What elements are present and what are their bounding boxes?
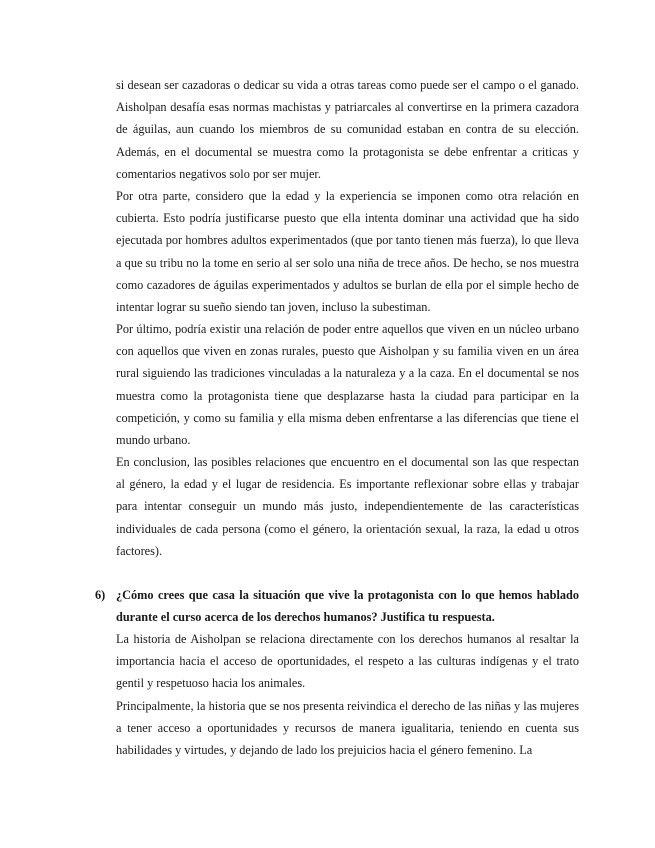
- paragraph-urban-rural: Por último, podría existir una relación de poder entre aquellos que viven en un núcleo urbano con aquellos que viven en zonas rurales, puesto que Aisholpan y su familia viven en un área rural siguiendo las tradiciones vinculadas a la naturaleza y a la caza. En el documental se nos muestra como la protagonista tiene que desplazarse hasta la ciudad para participar en la competición, y como su familia y ella misma deben enfrentarse a las diferencias que tiene el mundo urbano.: [116, 322, 579, 448]
- paragraph-gender-norms: si desean ser cazadoras o dedicar su vida a otras tareas como puede ser el campo o el ganado. Aisholpan desafía esas normas machistas y patriarcales al convertirse en la primera cazadora de águilas, aun cuando los miembros de su comunidad estaban en contra de su elección. Además, en el documental se muestra como la protagonista se debe enfrentar a criticas y comentarios negativos solo por ser mujer.: [116, 78, 579, 181]
- question-number: 6): [95, 588, 106, 602]
- question-heading: ¿Cómo crees que casa la situación que vive la protagonista con lo que hemos hablado durante el curso acerca de los derechos humanos? Justifica tu respuesta.: [116, 588, 579, 625]
- answer-paragraph-rights: Principalmente, la historia que se nos presenta reivindica el derecho de las niñas y las mujeres a tener acceso a oportunidades y recursos de manera igualitaria, teniendo en cuenta sus habilidades y virtudes, y dejando de lado los prejuicios hacia el género femenino. La: [116, 699, 579, 758]
- paragraph-conclusion: En conclusion, las posibles relaciones que encuentro en el documental son las que respectan al género, la edad y el lugar de residencia. Es importante reflexionar sobre ellas y trabajar para intentar conseguir un mundo más justo, independientemente de las características individuales de cada persona (como el género, la orientación sexual, la raza, la edad u otros factores).: [116, 455, 579, 558]
- answer-paragraph-intro: La historia de Aisholpan se relaciona directamente con los derechos humanos al resaltar la importancia hacia el acceso de oportunidades, el respeto a las culturas indígenas y el trato gentil y respetuoso hacia los animales.: [116, 632, 579, 691]
- paragraph-age-experience: Por otra parte, considero que la edad y la experiencia se imponen como otra relación en cubierta. Esto podría justificarse puesto que ella intenta dominar una actividad que ha sido ejecutada por hombres adultos experimentados (que por tanto tienen más fuerza), lo que lleva a que su tribu no la tome en serio al ser solo una niña de trece años. De hecho, se nos muestra como cazadores de águilas experimentados y adultos se burlan de ella por el simple hecho de intentar lograr su sueño siendo tan joven, incluso la subestiman.: [116, 189, 579, 315]
